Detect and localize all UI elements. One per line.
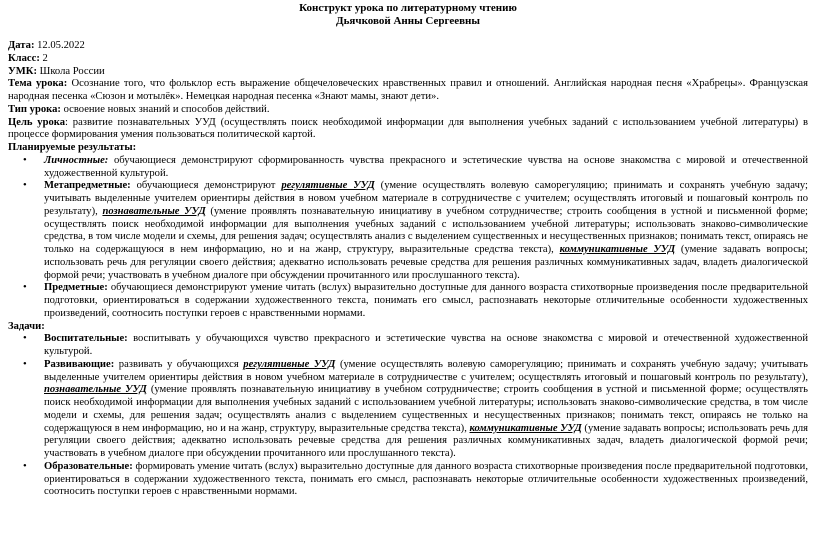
date-label: Дата:: [8, 40, 35, 51]
list-item-personal: [23, 154, 808, 181]
results-list: [8, 155, 808, 321]
class-row: [8, 53, 808, 66]
subject-text: обучающиеся демонстрируют умение читать (вслух) выразительно доступные для данного возраста стихотворные произведения после предварительной подготовки, ориентироваться в содержании художественного текста, понимать его смысл, распознавать некоторые отличительные особенности художественных произведений, соотносить поступки героев с нравственными нормами.: [44, 282, 808, 319]
list-item-teaching: [23, 460, 808, 499]
title-spacer: [8, 27, 808, 40]
umk-value: Школа России: [36, 65, 105, 77]
teaching-text: формировать умение читать (вслух) выразительно доступные для данного возраста стихотворные произведения после предварительной подготовки, ориентироваться в содержании художественного текста, понимать его смысл, распознавать некоторые отличительные особенности художественных произведений, соотносить поступки героев с нравственными нормами.: [44, 460, 808, 498]
type-label: Тип урока:: [8, 103, 61, 115]
cognitive-label: познавательные УУД: [102, 205, 206, 217]
topic-value: Осознание того, что фольклор есть выражение общечеловеческих нравственных правил и отношений. Английская народная песня «Храбрецы». Французская народная песенка «Сюзон и мотылёк». Немецкая народная песенка «Знают мамы, знают дети».: [8, 78, 808, 102]
dev-cognitive-label: познавательные УУД: [44, 384, 147, 396]
bullet-icon: •: [23, 154, 27, 166]
tasks-heading-text: Задачи:: [8, 320, 45, 332]
bullet-icon: •: [23, 358, 27, 370]
metasubject-intro: обучающиеся демонстрируют: [130, 180, 282, 192]
regulative-text: (умение осуществлять волевую саморегуляцию; принимать и сохранять учебную задачу; учитывать выделенные учителем ориентиры действия в новом учебном материале в сотрудничестве с учителем; осуществлять итоговый и пошаговый контроль по результату),: [44, 180, 809, 217]
dev-cognitive-text: (умение проявлять познавательную инициативу в учебном сотрудничестве; строить сообщения в устной и письменной форме; осуществлять поиск необходимой информации для выполнения учебных заданий с использованием учебной литературы; использовать знаково-символические средства, в том числе модели и схемы, для решения задач; осуществлять анализ с выделением существенных и несущественных признаков; понимать текст, опираясь не только на содержащуюся в нем информацию, но и на жанр, структуру, выразительные средства текста),: [44, 384, 808, 434]
bullet-icon: •: [23, 180, 27, 192]
developing-label: Развивающие:: [44, 358, 115, 370]
results-heading-text: Планируемые результаты:: [8, 142, 137, 153]
goal-value: : развитие познавательных УУД (осуществлять поиск необходимой информации для выполнения учебных заданий с использованием учебной литературы) в процессе формирования умения пользоваться политической картой.: [8, 116, 808, 141]
bullet-icon: •: [23, 282, 27, 294]
bullet-icon: •: [23, 333, 27, 345]
bullet-icon: •: [23, 460, 27, 472]
umk-label: УМК:: [8, 65, 37, 77]
document-title-line-1: Конструкт урока по литературному чтению: [299, 2, 517, 14]
dev-communicative-label: коммуникативные УУД: [469, 422, 582, 434]
developing-intro: развивать у обучающихся: [114, 358, 244, 370]
class-value: 2: [39, 52, 48, 64]
educational-label: Воспитательные:: [44, 333, 128, 345]
class-label: Класс:: [8, 52, 40, 64]
teaching-label: Образовательные:: [44, 460, 133, 472]
goal-row: [8, 117, 808, 143]
topic-label: Тема урока:: [8, 78, 68, 90]
topic-row: [8, 78, 808, 104]
regulative-label: регулятивные УУД: [281, 180, 375, 192]
list-item-educational: [23, 333, 808, 359]
type-value: освоение новых знаний и способов действий.: [60, 103, 270, 115]
umk-row: [8, 66, 808, 79]
dev-regulative-label: регулятивные УУД: [243, 358, 336, 370]
subject-label: Предметные:: [44, 282, 108, 294]
results-heading: [8, 142, 808, 155]
list-item-developing: [23, 358, 808, 461]
communicative-text: (умение задавать вопросы; использовать речь для регуляции своего действия; адекватно использовать речевые средства для решения различных коммуникативных задач, владеть диалогической формой речи; участвовать в учебном диалоге при обсуждении прочитанного или прослушанного текста).: [44, 244, 808, 281]
goal-label: Цель урока: [8, 116, 66, 128]
dev-communicative-text: (умение задавать вопросы; использовать речь для регуляции своего действия; адекватно использовать речевые средства для решения различных коммуникативных задач, владеть диалогической формой речи; участвовать в учебном диалоге при обсуждении прочитанного или прослушанного текста).: [44, 422, 808, 459]
date-row: [8, 40, 808, 53]
metasubject-label: Метапредметные:: [44, 180, 131, 192]
tasks-heading: [8, 321, 808, 334]
tasks-list: [8, 333, 808, 499]
cognitive-text: (умение проявлять познавательную инициативу в учебном сотрудничестве; строить сообщения в устной и письменной форме; осуществлять поиск необходимой информации для выполнения учебных заданий с использованием учебной литературы; использовать знаково-символические средства, в том числе модели и схемы, для решения задач; осуществлять анализ с выделением существенных и несущественных признаков; понимать текст, опираясь не только на содержащуюся в нем информацию, но и на жанр, структуру, выразительные средства текста),: [44, 205, 808, 255]
personal-label: Личностные:: [44, 154, 109, 166]
communicative-label: коммуникативные УУД: [559, 244, 676, 255]
list-item-metasubject: [23, 180, 809, 282]
personal-text: обучающиеся демонстрируют сформированность чувства прекрасного и эстетические чувства на основе знакомства с мировой и отечественной художественной культурой.: [44, 154, 808, 179]
educational-text: воспитывать у обучающихся чувство прекрасного и эстетические чувства на основе знакомства с мировой и отечественной художественной культурой.: [44, 333, 808, 357]
type-row: [8, 104, 808, 117]
document-title-line-2: Дьячковой Анны Сергеевны: [336, 14, 480, 27]
date-value: 12.05.2022: [34, 40, 85, 51]
dev-regulative-text: (умение осуществлять волевую саморегуляцию; принимать и сохранять учебную задачу; учитывать выделенные учителем ориентиры действия в новом учебном материале в сотрудничестве с учителем; осуществлять итоговый и пошаговый контроль по результату),: [44, 358, 808, 383]
list-item-subject: [23, 282, 808, 320]
